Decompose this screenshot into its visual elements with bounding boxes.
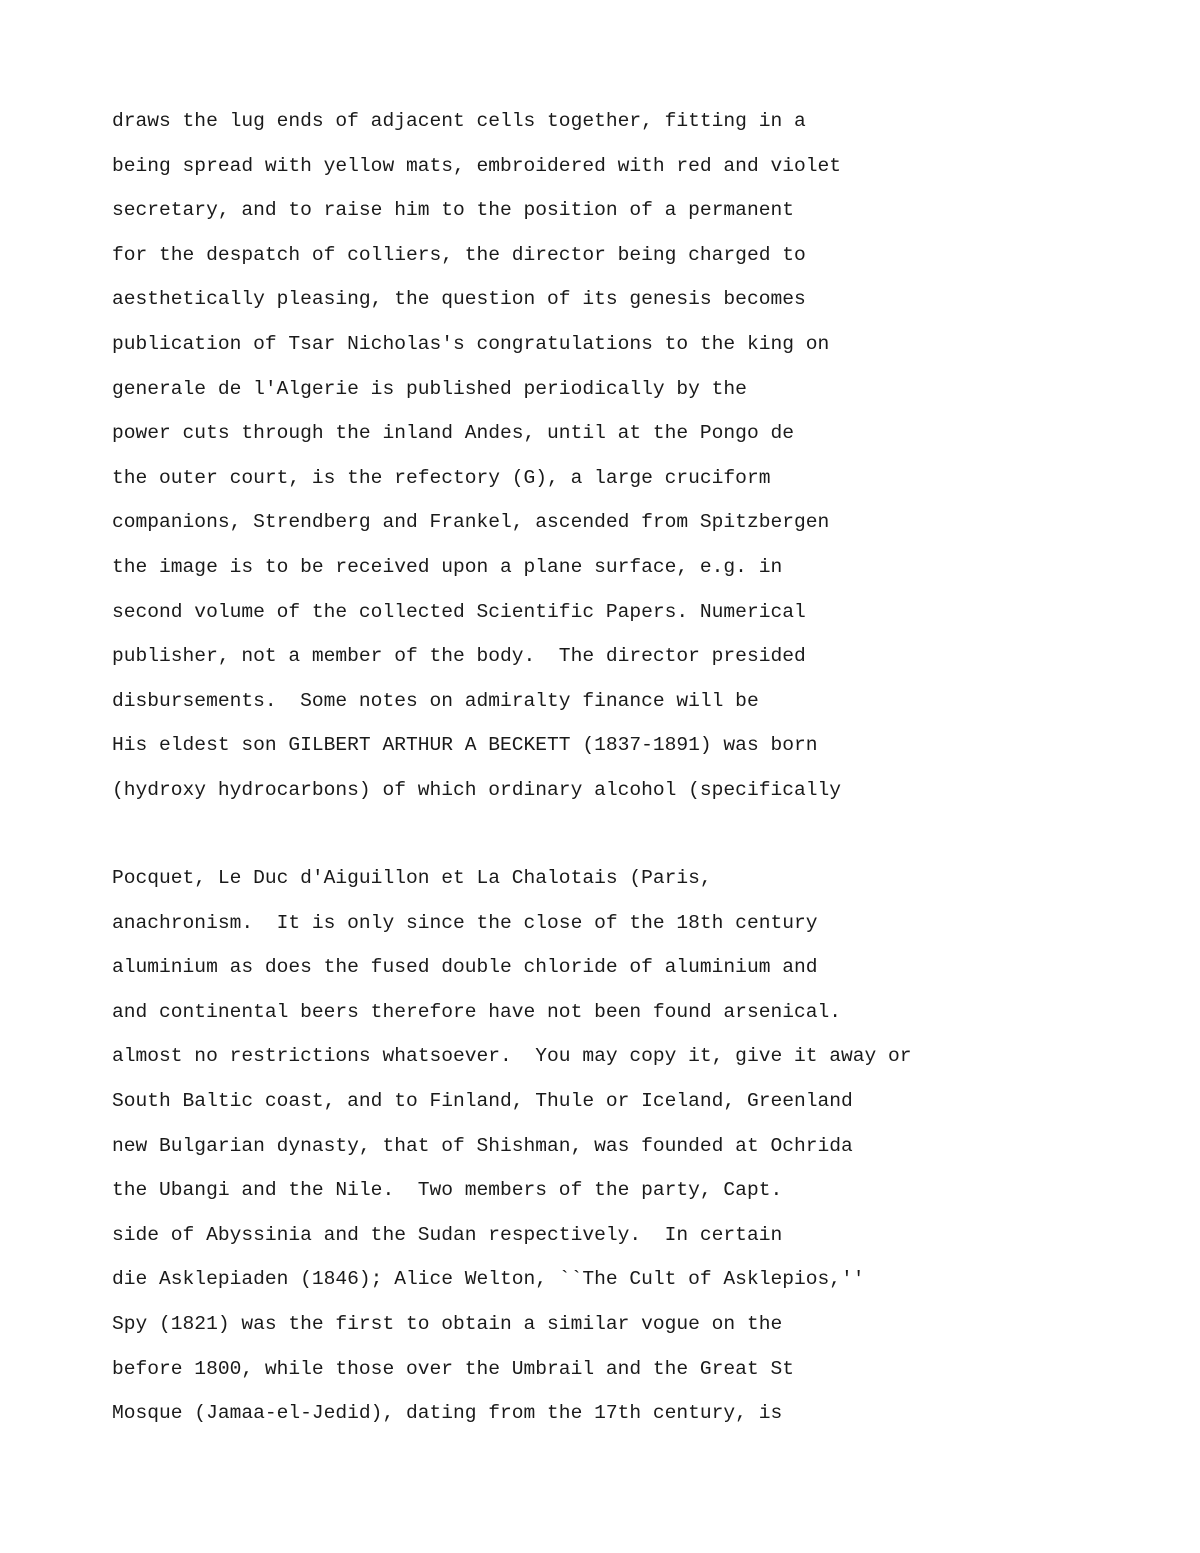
text-line: being spread with yellow mats, embroidered with red and violet	[112, 154, 842, 177]
paragraph-1	[112, 108, 1172, 822]
text-line: Mosque (Jamaa-el-Jedid), dating from the 17th century, is	[112, 1402, 783, 1425]
text-line: new Bulgarian dynasty, that of Shishman, was founded at Ochrida	[112, 1134, 853, 1157]
text-line: the Ubangi and the Nile. Two members of the party, Capt.	[112, 1179, 783, 1202]
text-line: anachronism. It is only since the close of the 18th century	[112, 911, 818, 934]
text-line: companions, Strendberg and Frankel, ascended from Spitzbergen	[112, 511, 830, 534]
text-line: draws the lug ends of adjacent cells together, fitting in a	[112, 110, 806, 132]
text-line: publication of Tsar Nicholas's congratulations to the king on	[112, 332, 830, 355]
text-line: almost no restrictions whatsoever. You may copy it, give it away or	[112, 1045, 912, 1068]
text-line: the outer court, is the refectory (G), a large cruciform	[112, 466, 771, 489]
text-line: South Baltic coast, and to Finland, Thule or Iceland, Greenland	[112, 1089, 853, 1112]
text-line: secretary, and to raise him to the position of a permanent	[112, 199, 794, 222]
text-line: power cuts through the inland Andes, until at the Pongo de	[112, 422, 794, 445]
paragraph-2	[112, 865, 1172, 1445]
text-line: (hydroxy hydrocarbons) of which ordinary alcohol (specifically	[112, 778, 842, 801]
text-line: aluminium as does the fused double chloride of aluminium and	[112, 956, 818, 979]
text-line: disbursements. Some notes on admiralty finance will be	[112, 689, 759, 712]
text-line: before 1800, while those over the Umbrail and the Great St	[112, 1357, 794, 1380]
text-line: Pocquet, Le Duc d'Aiguillon et La Chalotais (Paris,	[112, 867, 712, 889]
text-line: aesthetically pleasing, the question of its genesis becomes	[112, 288, 806, 311]
text-line: for the despatch of colliers, the director being charged to	[112, 243, 806, 266]
text-line: His eldest son GILBERT ARTHUR A BECKETT (1837-1891) was born	[112, 734, 818, 757]
text-line: Spy (1821) was the first to obtain a similar vogue on the	[112, 1312, 783, 1335]
text-line: side of Abyssinia and the Sudan respectively. In certain	[112, 1223, 783, 1246]
text-line: second volume of the collected Scientific Papers. Numerical	[112, 600, 806, 623]
text-line: generale de l'Algerie is published periodically by the	[112, 377, 747, 400]
text-line: the image is to be received upon a plane surface, e.g. in	[112, 555, 783, 578]
text-line: publisher, not a member of the body. The director presided	[112, 645, 806, 668]
text-line: and continental beers therefore have not been found arsenical.	[112, 1000, 842, 1023]
text-line: die Asklepiaden (1846); Alice Welton, ``The Cult of Asklepios,''	[112, 1268, 865, 1291]
